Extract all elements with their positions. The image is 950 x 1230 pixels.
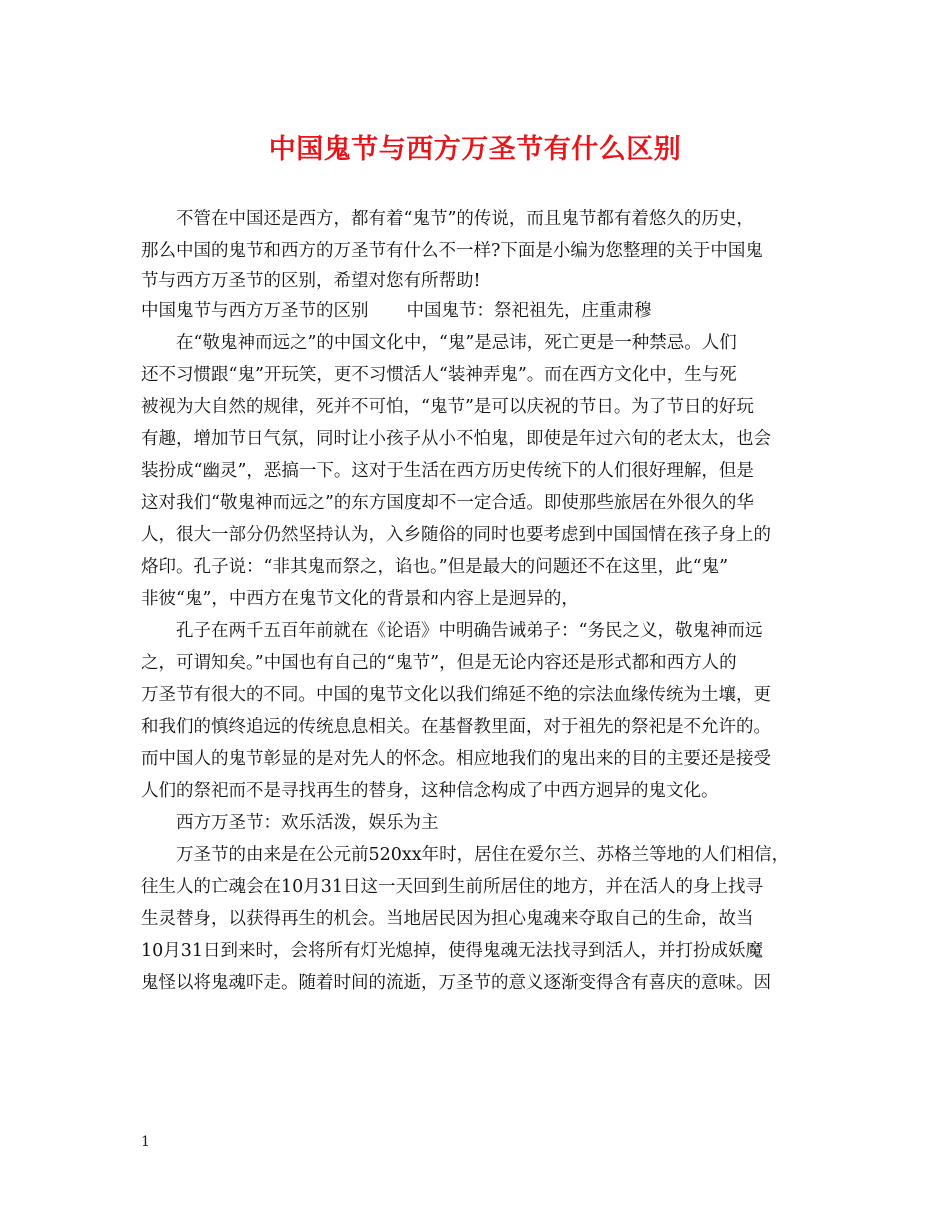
- page-number: 1: [141, 1134, 150, 1150]
- paragraph-2-line-3: 被视为大自然的规律，死并不可怕，“鬼节”是可以庆祝的节日。为了节日的好玩: [141, 397, 754, 417]
- document-body: [141, 203, 821, 999]
- paragraph-2-line-8: 烙印。孔子说：“非其鬼而祭之，谄也。”但是最大的问题还不在这里，此“鬼”: [141, 557, 729, 577]
- paragraph-2-line-6: 这对我们“敬鬼神而远之”的东方国度却不一定合适。即使那些旅居在外很久的华: [141, 493, 754, 513]
- paragraph-2-line-7: 人，很大一部分仍然坚持认为，入乡随俗的同时也要考虑到中国国情在孩子身上的: [141, 525, 771, 545]
- paragraph-2-line-4: 有趣，增加节日气氛，同时让小孩子从小不怕鬼，即使是年过六旬的老太太，也会: [141, 429, 771, 449]
- paragraph-3-line-1: 孔子在两千五百年前就在《论语》中明确告诫弟子：“务民之义，敬鬼神而远: [176, 621, 763, 641]
- paragraph-4-line-2: 往生人的亡魂会在10月31日这一天回到生前所居住的地方，并在活人的身上找寻: [141, 877, 764, 897]
- paragraph-2-line-2: 还不习惯跟“鬼”开玩笑，更不习惯活人“装神弄鬼”。而在西方文化中，生与死: [141, 365, 737, 385]
- section-heading-differences: 中国鬼节与西方万圣节的区别: [141, 301, 369, 321]
- paragraph-3-line-5: 而中国人的鬼节彰显的是对先人的怀念。相应地我们的鬼出来的目的主要还是接受: [141, 749, 771, 769]
- paragraph-3-line-3: 万圣节有很大的不同。中国的鬼节文化以我们绵延不绝的宗法血缘传统为土壤，更: [141, 685, 771, 705]
- paragraph-2-line-9: 非彼“鬼”，中西方在鬼节文化的背景和内容上是迥异的，: [141, 589, 579, 609]
- paragraph-4-line-1: 万圣节的由来是在公元前520xx年时，居住在爱尔兰、苏格兰等地的人们相信，: [176, 845, 790, 865]
- paragraph-3-line-6: 人们的祭祀而不是寻找再生的替身，这种信念构成了中西方迥异的鬼文化。: [141, 781, 719, 801]
- section-heading-chinese-ghost-festival: 中国鬼节：祭祀祖先，庄重肃穆: [406, 301, 652, 321]
- paragraph-1-line-2: 那么中国的鬼节和西方的万圣节有什么不一样?下面是小编为您整理的关于中国鬼: [141, 241, 763, 261]
- paragraph-3-line-4: 和我们的慎终追远的传统息息相关。在基督教里面，对于祖先的祭祀是不允许的。: [141, 717, 771, 737]
- paragraph-4-line-3: 生灵替身，以获得再生的机会。当地居民因为担心鬼魂来夺取自己的生命，故当: [141, 909, 754, 929]
- paragraph-3-line-2: 之，可谓知矣。”中国也有自己的“鬼节”，但是无论内容还是形式都和西方人的: [141, 653, 737, 673]
- paragraph-2-line-5: 装扮成“幽灵”，恶搞一下。这对于生活在西方历史传统下的人们很好理解，但是: [141, 461, 754, 481]
- paragraph-1-line-1: 不管在中国还是西方，都有着“鬼节”的传说，而且鬼节都有着悠久的历史，: [176, 209, 754, 229]
- document-title: 中国鬼节与西方万圣节有什么区别: [268, 134, 682, 165]
- section-heading-line: [141, 295, 821, 327]
- section-heading-halloween: 西方万圣节：欢乐活泼，娱乐为主: [176, 813, 439, 833]
- paragraph-2-line-1: 在“敬鬼神而远之”的中国文化中，“鬼”是忌讳，死亡更是一种禁忌。人们: [176, 333, 737, 353]
- paragraph-4-line-4: 10月31日到来时，会将所有灯光熄掉，使得鬼魂无法找寻到活人，并打扮成妖魔: [141, 941, 764, 961]
- paragraph-1-line-3: 节与西方万圣节的区别，希望对您有所帮助!: [141, 271, 481, 291]
- paragraph-4-line-5: 鬼怪以将鬼魂吓走。随着时间的流逝，万圣节的意义逐渐变得含有喜庆的意味。因: [141, 973, 771, 993]
